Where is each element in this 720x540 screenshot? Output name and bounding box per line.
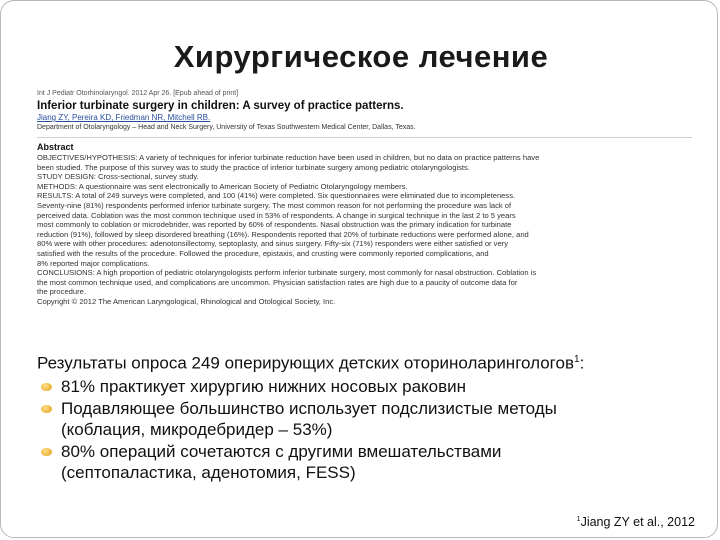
abstract-authors: Jiang ZY, Pereira KD, Friedman NR, Mitchell RB. <box>37 113 211 122</box>
lead-text: Результаты опроса 249 оперирующих детских оториноларингологов <box>37 353 574 373</box>
bullet-text-continuation: (коблация, микродебридер – 53%) <box>61 420 333 440</box>
slide-body <box>37 349 707 484</box>
bullet-text-continuation: (септопаластика, аденотомия, FESS) <box>61 463 356 483</box>
abstract-line: the procedure. <box>37 287 86 297</box>
slide-title: Хирургическое лечение <box>173 39 549 74</box>
bullet-text: 81% практикует хирургию нижних носовых раковин <box>61 377 467 397</box>
abstract-line: perceived data. Coblation was the most common technique used in 53% of respondents. A change in surgical technique in the last 2 to 5 years <box>37 210 516 220</box>
abstract-copyright: Copyright © 2012 The American Laryngological, Rhinological and Otological Society, Inc. <box>37 296 336 306</box>
bullet-item <box>37 441 707 484</box>
abstract-line: CONCLUSIONS: A high proportion of pediatric otolaryngologists perform inferior turbinate surgery, most commonly for nasal obstruction. Coblation is <box>37 268 537 278</box>
abstract-line: 8% reported major complications. <box>37 258 150 268</box>
abstract-screenshot <box>37 89 692 334</box>
citation-mark: 1 <box>576 515 581 523</box>
bullet-icon <box>41 405 52 413</box>
abstract-line: most commonly to coblation or microdebrider, was reported by 60% of respondents. Nasal obstruction was the primary indication for turbinate <box>37 220 512 230</box>
bullet-item <box>37 376 707 398</box>
abstract-line: OBJECTIVES/HYPOTHESIS: A variety of techniques for inferior turbinate reduction have been used in children, but no data on practice patterns have <box>37 153 540 162</box>
abstract-line: been studied. The purpose of this survey was to study the practice of inferior turbinate surgery among pediatric otolaryngologists. <box>37 162 470 172</box>
abstract-divider <box>37 137 692 138</box>
abstract-line: RESULTS: A total of 249 surveys were completed, and 100 (41%) were completed. Six questionnaires were eliminated due to incompleteness. <box>37 191 516 201</box>
abstract-heading: Abstract <box>37 142 74 152</box>
lead-paragraph <box>37 349 707 374</box>
bullet-text: Подавляющее большинство использует подслизистые методы <box>61 398 557 418</box>
lead-footnote-mark: 1 <box>574 354 580 365</box>
bullet-icon <box>41 448 52 456</box>
abstract-line: Seventy-nine (81%) respondents performed inferior turbinate surgery. The most common reason for not performing the procedure was lack of <box>37 200 512 210</box>
abstract-line: reduction (91%), followed by sleep disordered breathing (16%). Respondents reported that 20% of turbinate reductions were performed alone, and <box>37 229 529 239</box>
abstract-line: STUDY DESIGN: Cross-sectional, survey study. <box>37 172 199 182</box>
bullet-item <box>37 398 707 441</box>
abstract-meta: Int J Pediatr Otorhinolaryngol. 2012 Apr 26. [Epub ahead of print] <box>37 90 239 97</box>
citation <box>577 515 695 529</box>
abstract-line: METHODS: A questionnaire was sent electronically to American Society of Pediatric Otolaryngology members. <box>37 181 408 191</box>
abstract-line: satisfied with the results of the procedure. Followed the procedure, epistaxis, and crusting were commonly reported complications, and <box>37 248 489 258</box>
abstract-title: Inferior turbinate surgery in children: A survey of practice patterns. <box>37 100 404 112</box>
abstract-affiliation: Department of Otolaryngology – Head and Neck Surgery, University of Texas Southwestern Medical Center, Dallas, Texas. <box>37 124 416 131</box>
lead-suffix: : <box>579 353 585 373</box>
abstract-line: 80% were with other procedures: adenotonsillectomy, septoplasty, and sinus surgery. Fifty-six (71%) responders were either satisfied or very <box>37 239 509 249</box>
abstract-line: the most common technique used, and complications are uncommon. Physician satisfaction rates are high due to a paucity of outcome data for <box>37 277 518 287</box>
bullet-icon <box>41 383 52 391</box>
citation-text: Jiang ZY et al., 2012 <box>580 515 695 529</box>
bullet-text: 80% операций сочетаются с другими вмешательствами <box>61 441 502 461</box>
